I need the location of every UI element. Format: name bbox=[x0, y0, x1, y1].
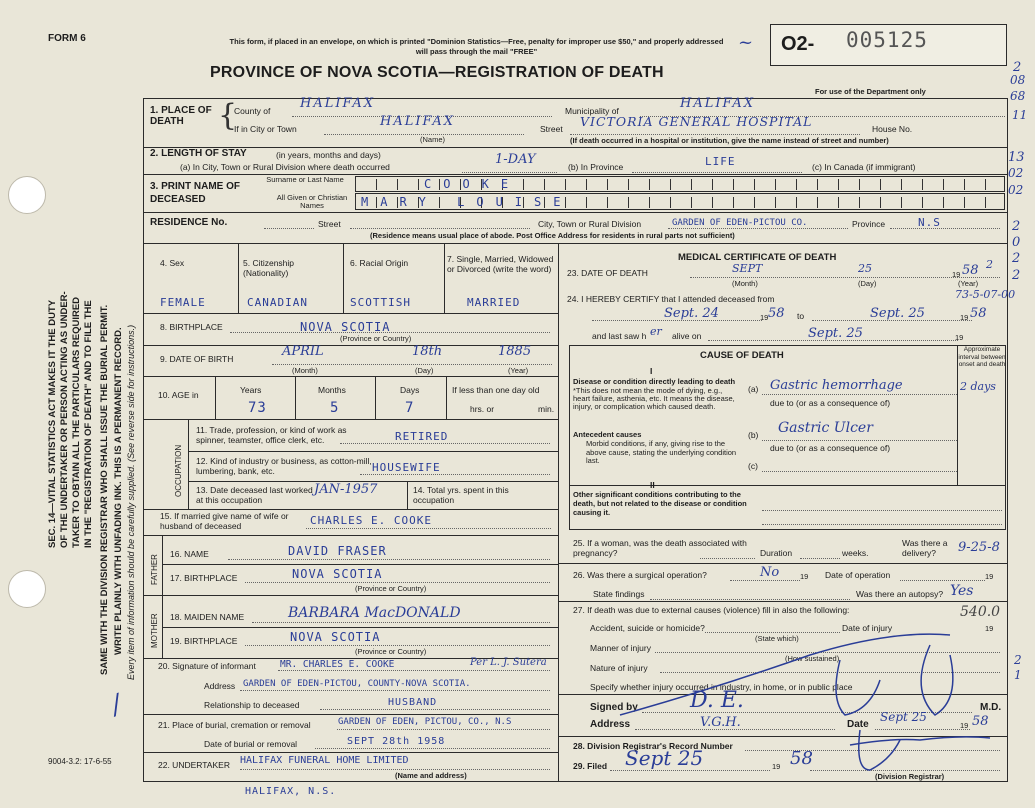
dob-line bbox=[272, 364, 552, 365]
margin-code: 2 bbox=[1013, 60, 1022, 75]
antecedent-label: Antecedent causes bbox=[573, 430, 642, 439]
cell-divider bbox=[375, 376, 376, 419]
cell-divider bbox=[343, 243, 344, 313]
registration-number-box bbox=[770, 24, 1007, 66]
how-sustained-label: (How sustained) bbox=[785, 654, 840, 663]
nature-label: Nature of injury bbox=[590, 663, 648, 673]
filed-year-value: 58 bbox=[790, 748, 813, 769]
residence-province-label: Province bbox=[852, 219, 886, 229]
residence-street-line bbox=[350, 228, 530, 229]
filed-label: 29. Filed bbox=[573, 761, 608, 771]
margin-code: 2 bbox=[1012, 268, 1021, 283]
informant-value: MR. CHARLES E. COOKE bbox=[280, 659, 395, 670]
trade-label: 11. Trade, profession, or kind of work as spinner, teamster, office clerk, etc. bbox=[196, 425, 347, 445]
surgical-line bbox=[730, 580, 800, 581]
rule bbox=[162, 627, 558, 628]
findings-label: State findings bbox=[593, 589, 645, 599]
alive-yr19: 19 bbox=[955, 333, 964, 342]
registration-number: 005125 bbox=[846, 28, 928, 52]
dob-month-value: APRIL bbox=[282, 344, 324, 359]
spouse-value: CHARLES E. COOKE bbox=[310, 514, 432, 527]
city-value: HALIFAX bbox=[380, 114, 456, 129]
residence-city-line bbox=[668, 228, 848, 229]
certify-label: 24. I HEREBY CERTIFY that I attended deceased from bbox=[567, 294, 775, 304]
relationship-label: Relationship to deceased bbox=[204, 700, 300, 710]
rule bbox=[143, 509, 558, 510]
rule bbox=[143, 313, 558, 314]
father-birthplace-line bbox=[245, 582, 550, 583]
date-op-line bbox=[900, 580, 985, 581]
cell-divider bbox=[444, 243, 445, 313]
in-canada-label: (c) In Canada (if immigrant) bbox=[812, 162, 916, 172]
filed-value: Sept 25 bbox=[625, 746, 704, 770]
margin-code: 13 bbox=[1008, 150, 1025, 165]
birthplace-value: NOVA SCOTIA bbox=[300, 320, 391, 334]
sex-label: 4. Sex bbox=[160, 258, 185, 268]
to-value: Sept. 25 bbox=[870, 306, 925, 321]
street-label: Street bbox=[540, 124, 563, 134]
given-value: MARY LOUISE bbox=[361, 195, 573, 209]
death-year-sublabel: (Year) bbox=[958, 279, 979, 288]
father-birthplace-value: NOVA SCOTIA bbox=[292, 567, 383, 581]
certify-code-value: 73-5-07-00 bbox=[955, 288, 1016, 301]
name-sublabel: (Name) bbox=[420, 135, 446, 144]
street-value: VICTORIA GENERAL HOSPITAL bbox=[580, 114, 813, 129]
county-value: HALIFAX bbox=[300, 96, 376, 111]
cause-b-due-to: due to (or as a consequence of) bbox=[770, 443, 891, 453]
death-year-value: 58 bbox=[962, 263, 979, 278]
form-number: FORM 6 bbox=[48, 33, 86, 44]
cause-c-letter: (c) bbox=[748, 461, 758, 471]
rule bbox=[188, 451, 558, 452]
age-months-label: Months bbox=[318, 385, 346, 395]
min-label: min. bbox=[538, 404, 555, 414]
date-year-med: 58 bbox=[972, 714, 989, 729]
in-province-line bbox=[632, 172, 802, 173]
house-no-label: House No. bbox=[872, 124, 913, 134]
form-code: 9004-3.2: 17-6-55 bbox=[48, 757, 112, 766]
mother-maiden-label: 18. MAIDEN NAME bbox=[170, 612, 245, 622]
residence-label: RESIDENCE No. bbox=[150, 217, 228, 228]
sex-value: FEMALE bbox=[160, 296, 206, 309]
margin-code: 11 bbox=[1012, 108, 1028, 122]
rule bbox=[162, 564, 558, 565]
spouse-label: 15. If married give name of wife or husband of deceased bbox=[160, 511, 289, 531]
brace: { bbox=[218, 98, 238, 133]
informant-line bbox=[278, 670, 550, 671]
industry-value: HOUSEWIFE bbox=[372, 461, 441, 474]
residence-city-label: City, Town or Rural Division bbox=[538, 219, 642, 229]
birthplace-sublabel: (Province or Country) bbox=[340, 334, 412, 343]
mother-maiden-line bbox=[252, 622, 550, 623]
op-yr19: 19 bbox=[985, 572, 994, 581]
margin-code: 02 bbox=[1008, 183, 1024, 197]
md-label: M.D. bbox=[980, 702, 1002, 713]
registration-prefix: O2- bbox=[781, 33, 815, 55]
cause-a-letter: (a) bbox=[748, 384, 759, 394]
interval-a-value: 2 days bbox=[960, 380, 996, 393]
burial-place-line bbox=[337, 729, 550, 730]
date-operation-label: Date of operation bbox=[825, 570, 891, 580]
cause-of-death-title: CAUSE OF DEATH bbox=[700, 350, 784, 361]
side-text-line: Every item of information should be carefully supplied. (See reverse side for instructions.) bbox=[126, 324, 136, 680]
cell-divider bbox=[188, 419, 189, 509]
surgical-value: No bbox=[760, 565, 780, 580]
registrar-record-label: 28. Division Registrar's Record Number bbox=[573, 741, 733, 751]
margin-code: 68 bbox=[1010, 89, 1026, 103]
last-saw-value: er bbox=[650, 325, 662, 338]
date-of-death-label: 23. DATE OF DEATH bbox=[567, 268, 648, 278]
dob-day-sublabel: (Day) bbox=[415, 366, 434, 375]
dash-mark: ~ bbox=[738, 32, 754, 53]
municipality-label: Municipality of bbox=[565, 106, 619, 116]
check-mark: / bbox=[107, 689, 126, 721]
in-province-label: (b) In Province bbox=[568, 162, 624, 172]
surgical-label: 26. Was there a surgical operation? bbox=[573, 570, 707, 580]
municipality-value: HALIFAX bbox=[680, 96, 756, 111]
dob-year-value: 1885 bbox=[498, 344, 532, 359]
burial-date-value: SEPT 28th 1958 bbox=[347, 736, 446, 747]
undertaker-label: 22. UNDERTAKER bbox=[158, 760, 230, 770]
signed-by-value: D. E. bbox=[690, 688, 744, 713]
to-label: to bbox=[797, 311, 805, 321]
side-text-line: SEC. 14—VITAL STATISTICS ACT MAKES IT THE DUTY bbox=[47, 299, 58, 548]
rule bbox=[558, 601, 1008, 602]
father-name-line bbox=[228, 559, 550, 560]
hospital-note: (If death occurred in a hospital or institution, give the name instead of street and number) bbox=[570, 136, 889, 145]
cause-a-due-to: due to (or as a consequence of) bbox=[770, 398, 891, 408]
residence-province-value: N.S bbox=[918, 216, 941, 229]
other-line-1 bbox=[762, 510, 1002, 511]
findings-line bbox=[650, 599, 850, 600]
from-yr19: 19 bbox=[760, 313, 769, 322]
manner-label: Manner of injury bbox=[590, 643, 651, 653]
mother-birthplace-value: NOVA SCOTIA bbox=[290, 630, 381, 644]
father-birthplace-label: 17. BIRTHPLACE bbox=[170, 573, 238, 583]
racial-label: 6. Racial Origin bbox=[350, 258, 409, 268]
surgical-yr19: 19 bbox=[800, 572, 809, 581]
stay-province-value: LIFE bbox=[705, 155, 736, 168]
interval-label: Approximate interval between onset and death bbox=[958, 346, 1006, 368]
medical-certificate-title: MEDICAL CERTIFICATE OF DEATH bbox=[678, 252, 837, 263]
rule bbox=[569, 485, 1006, 486]
margin-code: 02 bbox=[1008, 166, 1024, 180]
residence-street-label: Street bbox=[318, 219, 341, 229]
rule bbox=[143, 595, 558, 596]
age-label: 10. AGE in bbox=[158, 390, 199, 400]
burial-place-value: GARDEN OF EDEN, PICTOU, CO., N.S bbox=[338, 717, 512, 727]
injury-yr19: 19 bbox=[985, 624, 994, 633]
surname-value: COOKE bbox=[424, 177, 521, 191]
last-saw-label: and last saw h bbox=[592, 331, 647, 341]
street-line bbox=[570, 134, 860, 135]
specify-label: Specify whether injury occurred in industry, in home, or in public place bbox=[590, 682, 853, 692]
mother-birthplace-label: 19. BIRTHPLACE bbox=[170, 636, 238, 646]
citizenship-value: CANADIAN bbox=[247, 296, 308, 309]
external-label: 27. If death was due to external causes (violence) fill in also the following: bbox=[573, 605, 850, 615]
last-worked-label: 13. Date deceased last worked at this occupation bbox=[196, 485, 313, 505]
rule bbox=[143, 535, 558, 536]
marital-label: 7. Single, Married, Widowed or Divorced (write the word) bbox=[447, 254, 554, 274]
surname-label: Surname or Last Name bbox=[266, 175, 344, 184]
marital-value: MARRIED bbox=[467, 296, 521, 309]
cell-divider bbox=[215, 376, 216, 419]
to-year-value: 58 bbox=[970, 306, 987, 321]
rule bbox=[143, 752, 558, 753]
rule bbox=[143, 419, 558, 420]
age-months-value: 5 bbox=[330, 400, 340, 416]
hrs-label: hrs. or bbox=[470, 404, 495, 414]
father-name-value: DAVID FRASER bbox=[288, 544, 387, 558]
other-line-2 bbox=[762, 524, 1002, 525]
side-text-line: SAME WITH THE DIVISION REGISTRAR WHO SHALL ISSUE THE BURIAL PERMIT. bbox=[99, 304, 110, 675]
mother-birthplace-sublabel: (Province or Country) bbox=[355, 647, 427, 656]
residence-note: (Residence means usual place of abode. Post Office Address for residents in rural parts not sufficient) bbox=[370, 231, 735, 240]
disease-note: *This does not mean the mode of dying, e.g., heart failure, asthenia, etc. It means the disease, injury, or complication which caused death. bbox=[573, 386, 735, 411]
death-month-value: SEPT bbox=[732, 262, 763, 275]
birthplace-label: 8. BIRTHPLACE bbox=[160, 322, 223, 332]
rule bbox=[143, 212, 1008, 213]
industry-label: 12. Kind of industry or business, as cotton-mill, lumbering, bank, etc. bbox=[196, 456, 372, 476]
margin-code: 2 bbox=[1012, 219, 1021, 234]
cause-b-letter: (b) bbox=[748, 430, 759, 440]
weeks-label: weeks. bbox=[842, 548, 869, 558]
form-title: PROVINCE OF NOVA SCOTIA—REGISTRATION OF DEATH bbox=[210, 64, 664, 81]
side-text-line: OF THE UNDERTAKER OR PERSON ACTING AS UNDER- bbox=[59, 291, 70, 548]
trade-value: RETIRED bbox=[395, 430, 449, 443]
death-code-value: 2 bbox=[986, 258, 993, 271]
pregnancy-label: 25. If a woman, was the death associated with pregnancy? bbox=[573, 538, 747, 558]
external-code-value: 540.0 bbox=[960, 604, 1001, 620]
dob-day-value: 18th bbox=[412, 344, 443, 359]
rule bbox=[143, 147, 1008, 148]
binder-hole-top bbox=[8, 176, 46, 214]
cause-a-line bbox=[762, 394, 957, 395]
postage-note: This form, if placed in an envelope, on which is printed "Dominion Statistics—Free, penalty for improper use $50," and properly addressed will pass through the mail "FREE" bbox=[229, 37, 724, 56]
length-of-stay-sublabel: (in years, months and days) bbox=[276, 150, 381, 160]
cause-c-line bbox=[762, 471, 957, 472]
margin-code: 0 bbox=[1012, 235, 1021, 250]
rule bbox=[143, 345, 558, 346]
interval-divider bbox=[957, 345, 958, 485]
city-label: If in City or Town bbox=[234, 124, 297, 134]
binder-hole-bottom bbox=[8, 570, 46, 608]
residence-city-value: GARDEN OF EDEN-PICTOU CO. bbox=[672, 218, 808, 228]
mother-maiden-value: BARBARA MacDONALD bbox=[288, 605, 461, 621]
margin-code: 08 bbox=[1010, 73, 1026, 87]
racial-value: SCOTTISH bbox=[350, 296, 411, 309]
informant-per-value: Per L. J. Sutera bbox=[470, 657, 547, 668]
father-name-label: 16. NAME bbox=[170, 549, 209, 559]
occupation-side-label: OCCUPATION bbox=[174, 444, 183, 497]
duration-line bbox=[800, 558, 840, 559]
cause-b-line bbox=[762, 440, 957, 441]
date-yr19-med: 19 bbox=[960, 721, 969, 730]
department-use-label: For use of the Department only bbox=[815, 87, 926, 96]
delivery-label: Was there a delivery? bbox=[902, 538, 948, 558]
cause-a-value: Gastric hemorrhage bbox=[770, 378, 903, 393]
cell-divider bbox=[162, 535, 163, 658]
pregnancy-line bbox=[700, 558, 755, 559]
undertaker-line bbox=[240, 769, 550, 770]
spouse-line bbox=[306, 528, 551, 529]
undertaker-city-value: HALIFAX, N.S. bbox=[245, 786, 337, 797]
autopsy-label: Was there an autopsy? bbox=[856, 589, 944, 599]
informant-label: 20. Signature of informant bbox=[158, 661, 256, 671]
total-years-label: 14. Total yrs. spent in this occupation bbox=[413, 485, 509, 505]
to-yr19: 19 bbox=[960, 313, 969, 322]
cell-divider bbox=[238, 243, 239, 313]
less-than-day-label: If less than one day old bbox=[452, 385, 540, 395]
print-name-label: 3. PRINT NAME OF DECEASED bbox=[150, 181, 241, 205]
address-value-med: V.G.H. bbox=[700, 715, 741, 730]
burial-date-label: Date of burial or removal bbox=[204, 739, 298, 749]
side-text-line: WRITE PLAINLY WITH UNFADING INK. THIS IS A PERMANENT RECORD. bbox=[113, 327, 124, 655]
rule bbox=[558, 563, 1008, 564]
disease-label: Disease or condition directly leading to death bbox=[573, 377, 736, 386]
side-text-line: IN THE "REGISTRATION OF DEATH" AND TO FILE THE bbox=[83, 300, 94, 548]
given-label: All Given or Christian Names bbox=[276, 193, 348, 210]
division-registrar-label: (Division Registrar) bbox=[875, 772, 945, 781]
alive-on-label: alive on bbox=[672, 331, 702, 341]
in-city-label: (a) In City, Town or Rural Division where death occurred bbox=[180, 162, 390, 172]
last-worked-value: JAN-1957 bbox=[314, 482, 378, 497]
county-label: County of bbox=[234, 106, 271, 116]
cause-b-value: Gastric Ulcer bbox=[778, 420, 873, 436]
rule bbox=[143, 376, 558, 377]
date-label-med: Date bbox=[847, 719, 869, 730]
autopsy-value: Yes bbox=[950, 583, 974, 599]
mother-birthplace-line bbox=[245, 645, 550, 646]
stay-city-value: 1-DAY bbox=[495, 152, 536, 167]
mother-side-label: MOTHER bbox=[150, 613, 159, 648]
margin-code: 2 bbox=[1012, 251, 1021, 266]
cell-divider bbox=[446, 376, 447, 419]
citizenship-label: 5. Citizenship (Nationality) bbox=[243, 258, 295, 278]
dob-label: 9. DATE OF BIRTH bbox=[160, 354, 234, 364]
age-days-label: Days bbox=[400, 385, 420, 395]
other-significant-label: Other significant conditions contributing to the death, but not related to the disease or condition causing it. bbox=[573, 490, 747, 517]
accident-label: Accident, suicide or homicide? bbox=[590, 623, 705, 633]
signature-scrawl bbox=[590, 620, 1010, 790]
undertaker-value: HALIFAX FUNERAL HOME LIMITED bbox=[240, 755, 409, 766]
burial-place-label: 21. Place of burial, cremation or removal bbox=[158, 720, 311, 730]
margin-code-right: 2 bbox=[1014, 653, 1022, 667]
age-years-value: 73 bbox=[248, 400, 267, 416]
death-yr19: 19 bbox=[952, 270, 961, 279]
roman-two: II bbox=[650, 480, 655, 490]
relationship-line bbox=[320, 709, 550, 710]
roman-one: I bbox=[650, 366, 653, 376]
alive-on-value: Sept. 25 bbox=[808, 326, 863, 341]
morbid-label: Morbid conditions, if any, giving rise to the above cause, stating the underlying condition last. bbox=[586, 439, 737, 465]
column-divider bbox=[558, 243, 559, 782]
side-text-line: TAKER TO OBTAIN ALL THE PARTICULARS REQUIRED bbox=[71, 296, 82, 548]
length-of-stay-label: 2. LENGTH OF STAY bbox=[150, 148, 247, 159]
age-years-label: Years bbox=[240, 385, 262, 395]
margin-code-right: 1 bbox=[1014, 668, 1022, 682]
undertaker-sublabel: (Name and address) bbox=[395, 771, 467, 780]
informant-address-value: GARDEN OF EDEN-PICTOU, COUNTY-NOVA SCOTIA. bbox=[243, 679, 471, 689]
duration-label: Duration bbox=[760, 548, 793, 558]
burial-date-line bbox=[315, 748, 550, 749]
dob-month-sublabel: (Month) bbox=[292, 366, 318, 375]
address-label-med: Address bbox=[590, 719, 631, 730]
residence-no-line bbox=[264, 228, 314, 229]
in-city-line bbox=[462, 172, 557, 173]
dob-year-sublabel: (Year) bbox=[508, 366, 529, 375]
death-month-sublabel: (Month) bbox=[732, 279, 758, 288]
industry-line bbox=[360, 474, 550, 475]
cell-divider bbox=[407, 481, 408, 509]
date-injury-label: Date of injury bbox=[842, 623, 893, 633]
signed-by-label: Signed by bbox=[590, 702, 638, 713]
delivery-value: 9-25-8 bbox=[958, 540, 1000, 555]
age-days-value: 7 bbox=[405, 400, 415, 416]
relationship-value: HUSBAND bbox=[388, 697, 438, 708]
trade-line bbox=[340, 443, 550, 444]
informant-address-label: Address bbox=[204, 681, 236, 691]
place-of-death-label: 1. PLACE OF DEATH bbox=[150, 105, 212, 127]
from-value: Sept. 24 bbox=[664, 306, 719, 321]
cell-divider bbox=[295, 376, 296, 419]
date-value-med: Sept 25 bbox=[880, 710, 927, 724]
rule bbox=[143, 714, 558, 715]
residence-province-line bbox=[890, 228, 1000, 229]
father-side-label: FATHER bbox=[150, 554, 159, 585]
state-which-label: (State which) bbox=[755, 634, 799, 643]
informant-address-line bbox=[240, 690, 550, 691]
father-birthplace-sublabel: (Province or Country) bbox=[355, 584, 427, 593]
from-year-value: 58 bbox=[768, 306, 785, 321]
death-day-value: 25 bbox=[858, 262, 872, 275]
filed-yr19: 19 bbox=[772, 762, 781, 771]
death-day-sublabel: (Day) bbox=[858, 279, 877, 288]
rule bbox=[143, 243, 1008, 244]
